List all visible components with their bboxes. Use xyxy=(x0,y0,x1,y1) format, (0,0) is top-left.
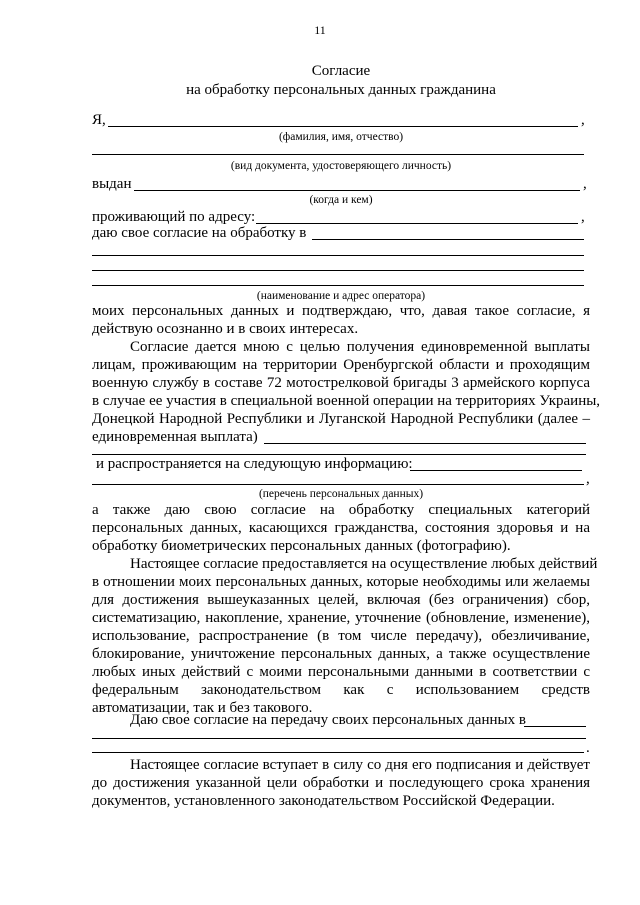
transfer-dot: . xyxy=(586,740,590,756)
paragraph-line: персональных данных, касающихся гражданства, состояния здоровья и на xyxy=(92,520,590,536)
paragraph-line: для достижения вышеуказанных целей, включая (без ограничения) сбор, xyxy=(92,592,590,608)
id-document-caption: (вид документа, удостоверяющего личность) xyxy=(230,160,452,172)
paragraph-line: единовременная выплата) xyxy=(92,429,258,445)
paragraph-line: систематизацию, накопление, хранение, уточнение (обновление, изменение), xyxy=(92,610,590,626)
info-label: и распространяется на следующую информацию: xyxy=(96,456,413,472)
paragraph-line: Настоящее согласие вступает в силу со дня его подписания и действует xyxy=(130,757,590,773)
fio-blank-line[interactable] xyxy=(108,126,578,127)
transfer-blank-line-1[interactable] xyxy=(524,726,586,727)
paragraph-line: блокирование, уничтожение персональных данных, а также осуществление xyxy=(92,646,590,662)
transfer-label: Даю свое согласие на передачу своих персональных данных в xyxy=(130,712,526,728)
address-label: проживающий по адресу: xyxy=(92,209,256,225)
address-blank-line[interactable] xyxy=(256,223,578,224)
document-subtitle: на обработку персональных данных гражданина xyxy=(186,82,496,98)
paragraph-line: Настоящее согласие предоставляется на осуществление любых действий xyxy=(130,556,598,572)
consent-label: даю свое согласие на обработку в xyxy=(92,225,307,241)
paragraph-line: обработку биометрических персональных данных (фотографию). xyxy=(92,538,511,554)
issued-comma: , xyxy=(583,176,587,192)
operator-caption: (наименование и адрес оператора) xyxy=(256,290,426,302)
paragraph-line: моих персональных данных и подтверждаю, что, давая такое согласие, я xyxy=(92,303,590,319)
info-blank-line-2[interactable] xyxy=(92,484,584,485)
address-comma: , xyxy=(581,209,585,225)
document-title: Согласие xyxy=(311,63,371,79)
page-number: 11 xyxy=(314,23,326,37)
operator-blank-line-1[interactable] xyxy=(312,239,584,240)
payment-blank-line-2[interactable] xyxy=(92,454,586,455)
info-caption: (перечень персональных данных) xyxy=(258,488,424,500)
operator-blank-line-3[interactable] xyxy=(92,270,584,271)
paragraph-line: в отношении моих персональных данных, которые необходимы или желаемы xyxy=(92,574,590,590)
issued-label: выдан xyxy=(92,176,132,192)
paragraph-line: до достижения указанной цели обработки и последующего срока хранения xyxy=(92,775,590,791)
fio-caption: (фамилия, имя, отчество) xyxy=(278,131,404,143)
id-document-blank-line[interactable] xyxy=(92,154,584,155)
paragraph-line: использование, распространение (в том числе передачу), обезличивание, xyxy=(92,628,590,644)
info-comma: , xyxy=(586,471,590,487)
payment-blank-line-1[interactable] xyxy=(264,443,586,444)
fio-comma: , xyxy=(581,112,585,128)
transfer-blank-line-2[interactable] xyxy=(92,738,586,739)
paragraph-line: а также даю свою согласие на обработку специальных категорий xyxy=(92,502,590,518)
transfer-blank-line-3[interactable] xyxy=(92,752,584,753)
paragraph-line: Донецкой Народной Республики и Луганской Народной Республики (далее – xyxy=(92,411,590,427)
paragraph-line: документов, установленного законодательством Российской Федерации. xyxy=(92,793,555,809)
ya-label: Я, xyxy=(92,112,106,128)
issued-caption: (когда и кем) xyxy=(309,194,373,206)
operator-blank-line-4[interactable] xyxy=(92,285,584,286)
paragraph-line: в случае ее участия в специальной военной операции на территориях Украины, xyxy=(92,393,601,409)
paragraph-line: военную службу в составе 72 мотострелковой бригады 3 армейского корпуса xyxy=(92,375,590,391)
paragraph-line: любых иных действий с моими персональными данными в соответствии с xyxy=(92,664,590,680)
paragraph-line: лицам, проживающим на территории Оренбургской области и проходящим xyxy=(92,357,590,373)
paragraph-line: федеральным законодательством как с использованием средств xyxy=(92,682,590,698)
issued-blank-line[interactable] xyxy=(134,190,580,191)
paragraph-line: Согласие дается мною с целью получения единовременной выплаты xyxy=(130,339,590,355)
info-blank-line-1[interactable] xyxy=(410,470,582,471)
paragraph-line: действую осознанно и в своих интересах. xyxy=(92,321,359,337)
operator-blank-line-2[interactable] xyxy=(92,255,584,256)
paragraph-line: автоматизации, так и без такового. xyxy=(92,700,313,716)
